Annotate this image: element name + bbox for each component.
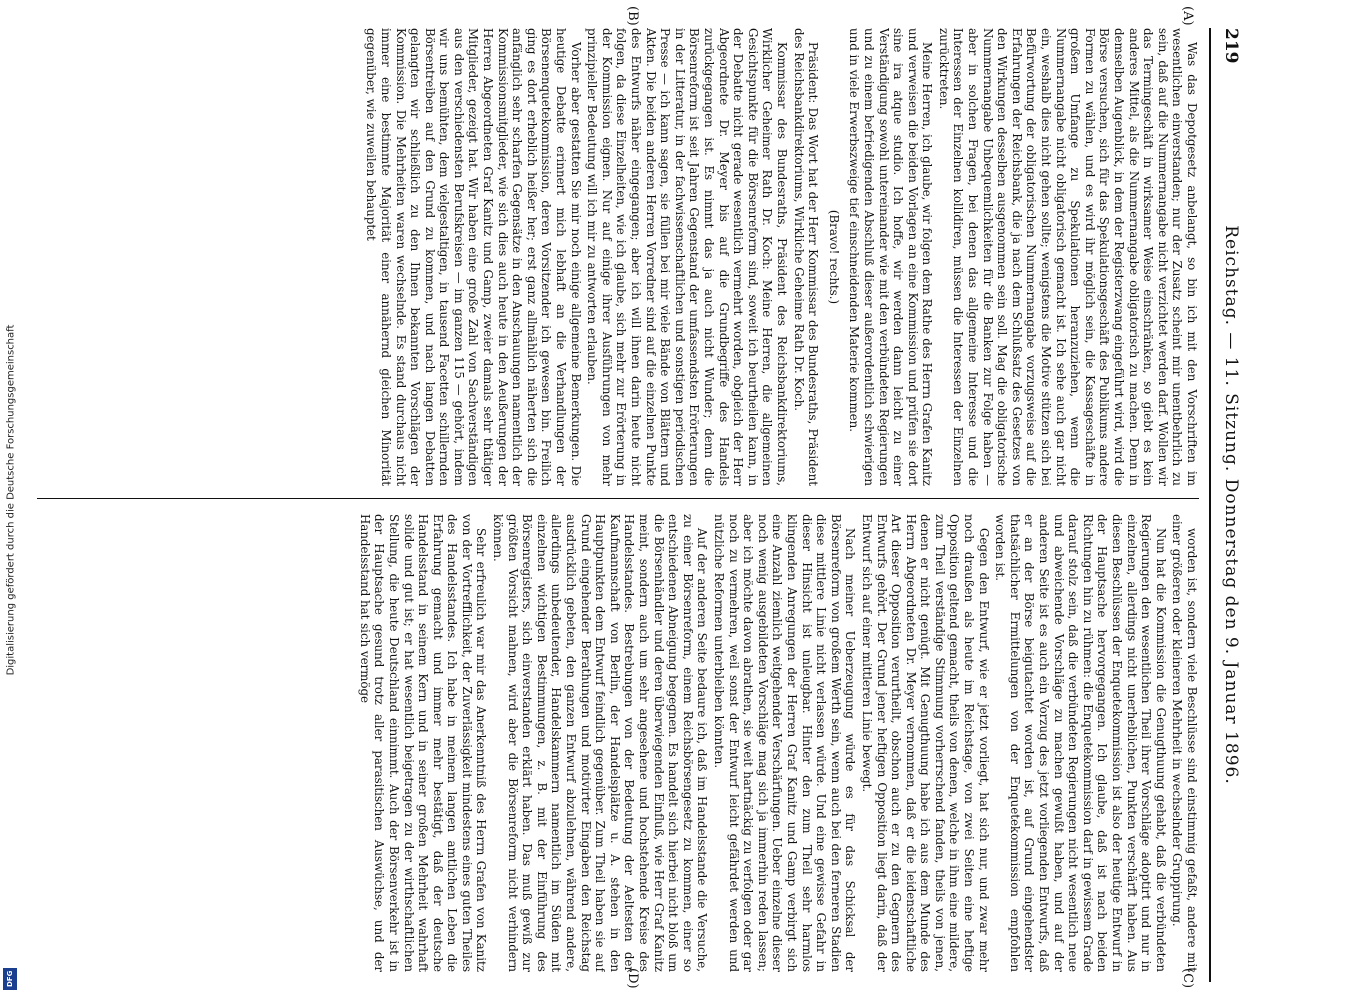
newspaper-page: [25, 0, 1255, 1000]
paragraph: Meine Herren, ich glaube, wir folgen dem Rathe des Herrn Grafen Kanitz und verweisen die beiden Vorlagen an eine Kommission und prüfen sie dort sine ira atque studio. Ich hoffe, wir werden dann leicht zu einer Verständigung sowohl untereinander wie mit den verbündeten Regierungen und zu einem befriedigenden Abschluß dieser außerordentlich schwierigen und in viele Erwerbszweige tief einschneidenden Materie kommen.: [847, 28, 935, 486]
paragraph: Nach meiner Ueberzeugung würde es für das Schicksal der Börsenreform von großem Werth sein, wenn auch bei den ferneren Stadien diese mittlere Linie nicht verlassen würde. Und eine gewisse Gefahr in dieser Hinsicht ist unleugbar. Hinter den zum Theil sehr harmlos klingenden Anregungen der Herren Graf Kanitz und Gamp verbirgt sich eine Anzahl ziemlich weitgehender Verschärfungen. Ueber einzelne dieser noch wenig ausgebildeten Vorschläge mag sich ja immerhin reden lassen; aber ich möchte davon abrathen, sie weit hartnäckig zu verfolgen oder gar noch zu vermehren, weil sonst der Entwurf leicht gefährdet werden und nützliche Reformen unterbleiben könnten.: [712, 514, 858, 972]
page-number: 219: [1221, 28, 1241, 64]
header-rule: [1209, 28, 1211, 982]
margin-marker-c: (C): [1180, 968, 1195, 989]
paragraph: Auf der anderen Seite bedaure ich, daß im Handelsstande die Versuche, zu einer Börsenreform, einem Reichsbörsengesetz zu kommen, einer so entschiedenen Abneigung begegnen. Es handelt sich hierbei nicht bloß um die Börsenhändler und deren überwiegenden Einfluß, wie Herr Graf Kanitz meint, sondern auch um sehr angesehene und hochstehende Kreise des Handelsstandes. Bestrebungen von der Bedeutung der Aeltesten der Kaufmannschaft von Berlin, der Handelsplätze u. A. stehen in den Hauptpunkten dem Entwurf feindlich gegenüber. Zum Theil haben sie auf Grund eingehender Berathungen und motivirter Eingaben den Reichstag ausdrücklich gebeten, den ganzen Entwurf abzulehnen, während andere, allerdings unbedeutender, Handelskammern namentlich im Süden mit einzelnen wichtigen Bestimmungen, z. B. mit der Einführung des Börsenregisters, sich einverstanden erklärt haben. Das muß gewiß zur größten Vorsicht mahnen, wird aber die Börsenreform nicht verhindern können.: [491, 514, 710, 972]
paragraph: Nun hat die Kommission die Genugthuung gehabt, daß die verbündeten Regierungen den wesentlichen Theil ihrer Vorschläge adoptirt und nur in einzelnen, allerdings nicht unerheblichen, Punkten verschärft haben. Aus diesen Beschlüssen der Enquetekommission ist also der heutige Entwurf in der Hauptsache hervorgegangen. Ich glaube, daß ist nach beiden Richtungen hin zu rühmen: die Enquetekommission darf in gewissem Grade darauf stolz sein, daß die verbündeten Regierungen nicht wesentlich neue und abweichende Vorschläge zu machen gewußt haben, und auf der anderen Seite ist es auch ein Vorzug des jetzt vorliegenden Entwurfs, daß er an der Börse beigutachtet worden ist, auf Grund eingehendster thatsächlicher Ermittelungen von der Enquetekommission empfohlen worden ist.: [993, 514, 1168, 972]
running-head: Reichstag. — 11. Sitzung. Donnerstag den 9. Januar 1896.: [1221, 225, 1241, 785]
paragraph: Präsident: Das Wort hat der Herr Kommissar des Bundesraths, Präsident des Reichsbankdirektoriums, Wirkliche Geheime Rath Dr. Koch.: [791, 28, 821, 486]
right-column: [37, 514, 1199, 972]
credit-text: Digitalisierung gefördert durch die Deutsche Forschungsgemeinschaft: [5, 324, 17, 676]
paragraph: Kommissar des Bundesraths, Präsident des Reichsbankdirektoriums, Wirklicher Geheimer Rath Dr. Koch: Meine Herren, die allgemeinen Gesichtspunkte für die Börsenreform sind, soweit ich beurtheilen kann, in der Debatte nicht gerade wesentlich vermehrt worden, obgleich der Herr Abgeordnete Dr. Meyer bis auf die Grundbegriffe des Handels zurückgegangen ist. Es nimmt das ja auch nicht Wunder; denn die Börsenreform ist seit Jahren Gegenstand der umfassendsten Erörterungen in der Litteratur, in der fachwissenschaftlichen und sonstigen periodischen Presse — ich kann sagen, sie füllen bei mir viele Bände von Blättern und Akten. Die beiden anderen Herren Vorredner sind auf die einzelnen Punkte des Entwurfs näher eingegangen; aber ich will ihnen darin heute nicht folgen, da diese Einzelheiten, wie ich glaube, sich mehr zur Erörterung in der Kommission eignen. Nur auf einige ihrer Ausführungen von mehr prinzipieller Bedeutung will ich mir zu antworten erlauben.: [585, 28, 789, 486]
paragraph: Was das Depotgesetz anbelangt, so bin ich mit den Vorschriften im wesentlichen einverstanden; nur der Zusatz scheint mir unentbehrlich zu sein, daß auf die Nummernangabe nicht verzichtet werden darf. Wollen wir das Termingeschäft in wirksamer Weise einschränken, so giebt es kein anderes Mittel, als die Nummernangabe obligatorisch zu machen. Denn in demselben Augenblick, in dem der Registerzwang eingeführt wird, wird die Börse versuchen, sich für das Spekulationsgeschäft des Publikums andere Formen zu wählen, und es wird ihr möglich sein, die Kassageschäfte in großem Umfange zu Spekulationen heranzuziehen, wenn die Nummernangabe nicht obligatorisch gemacht ist. Ich sehe auch gar nicht ein, weshalb dies nicht gehen sollte; wenigstens die Motive stützen sich bei Befürwortung der obligatorischen Nummernangabe vorzugsweise auf die Erfahrungen der Reichsbank, die ja nach dem Schlußsatz des Gesetzes von den Wirkungen desselben ausgenommen sein soll. Mag die obligatorische Nummernangabe Unbequemlichkeiten für die Banken zur Folge haben — aber in solchen Fragen, bei denen das allgemeine Interesse und die Interessen der Einzelnen kollidiren, müssen die Interessen der Einzelnen zurücktreten.: [936, 28, 1199, 486]
page-header: [1215, 28, 1245, 982]
applause-note: (Bravo! rechts.): [826, 209, 841, 305]
digitization-credit: [0, 0, 22, 1000]
left-column: [37, 28, 1199, 486]
paragraph: worden ist, sondern viele Beschlüsse sind einstimmig gefaßt, andere mit einer größeren oder kleineren Mehrheit in wechselnder Gruppirung.: [1170, 514, 1199, 972]
margin-marker-d: (D): [625, 968, 640, 989]
paragraph: Gegen den Entwurf, wie er jetzt vorliegt, hat sich nur, und zwar mehr noch draußen als heute im Reichstage, von zwei Seiten eine heftige Opposition geltend gemacht, theils von denen, welche in ihm eine mildere, zum Theil verständige Stimmung vorherrschend fanden, theils von jenen, denen er nicht genügt. Mit Genugthuung habe ich aus dem Munde des Herrn Abgeordneten Dr. Meyer vernommen, daß er die leidenschaftliche Art dieser Opposition verurtheilt, obschon auch er zu den Gegnern des Entwurfs gehört. Der Grund jener heftigen Opposition liegt darin, daß der Entwurf sich auf einer mittleren Linie bewegt.: [859, 514, 991, 972]
margin-marker-a: (A): [1180, 6, 1195, 26]
dfg-logo: DFG: [3, 968, 17, 990]
paragraph: Sehr erfreulich war mir das Anerkenntniß des Herrn Grafen von Kanitz von der Vortrefflichkeit, der Zuverlässigkeit mindestens eines guten Theiles des Handelsstandes. Ich habe in meinem langen amtlichen Leben die Erfahrung gemacht und immer mehr bestätigt, daß der deutsche Handelsstand in seinem Kern und in seiner großen Mehrheit wahrhaft solide und gut ist; er hat wesentlich beigetragen zu der wirthschaftlichen Stellung, die heute Deutschland einnimmt. Auch der Börsenverkehr ist in der Hauptsache gesund trotz aller parasitischen Auswüchse, und der Handelsstand hat sich vermöge: [357, 514, 489, 972]
margin-marker-b: (B): [625, 6, 640, 26]
column-rule: [37, 498, 1199, 499]
paragraph: Vorher aber gestatten Sie mir noch einige allgemeine Bemerkungen. Die heutige Debatte erinnert mich lebhaft an die Verhandlungen der Börsenenquetekommission, deren Vorsitzender ich gewesen bin. Freilich ging es dort erheblich heißer her; erst ganz allmählich näherten sich die anfänglich sehr scharfen Gegensätze in den Anschauungen namentlich der Kommissionsmitglieder, wie sich dies auch heute in den Aeußerungen der Herren Abgeordneten Graf Kanitz und Gamp, zweier damals sehr thätiger Mitglieder, gezeigt hat. Wir haben eine große Zahl von Sachverständigen aus den verschiedensten Berufskreisen — im ganzen 115 — gehört, indem wir uns bemühten, dem vielgestaltigen, in tausend Facetten schillernden Börsentreiben auf den Grund zu kommen, und nach langen Debatten gelangten wir schließlich zu den Ihnen bekannten Vorschlägen der Kommission. Die Mehrheiten waren wechselnde. Es stand durchaus nicht immer eine bestimmte Majorität einer annähernd gleichen Minorität gegenüber, wie zuweilen behauptet: [364, 28, 583, 486]
